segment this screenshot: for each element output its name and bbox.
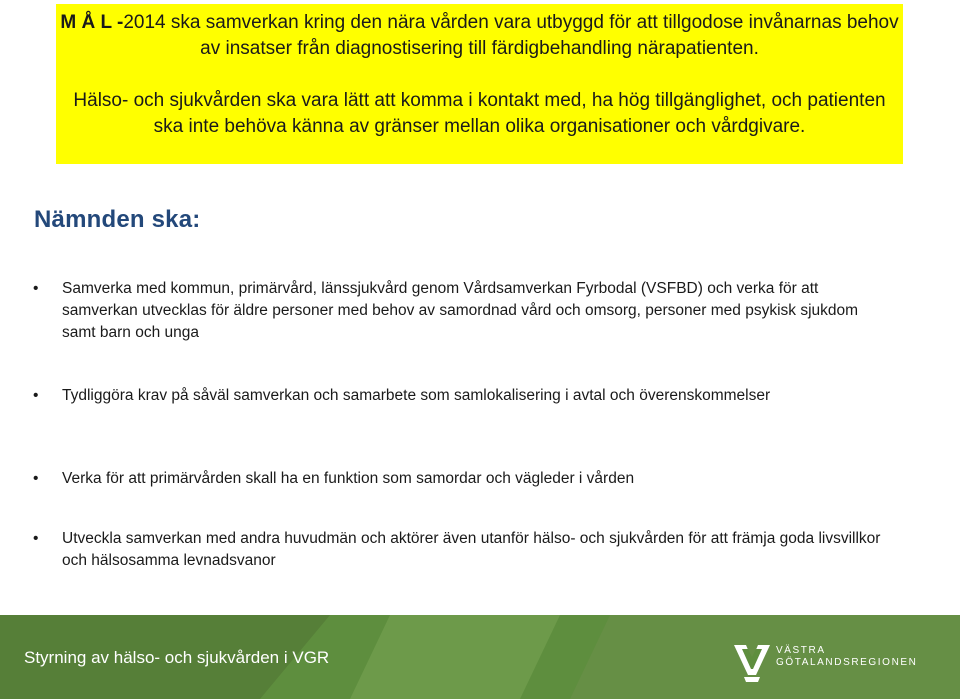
bullet-text: Utveckla samverkan med andra huvudmän och aktörer även utanför hälso- och sjukvården för att främja goda livsvillkor och hälsosamma levnadsvanor xyxy=(62,530,881,569)
goal-statement-line xyxy=(56,10,903,62)
bullet-text: Tydliggöra krav på såväl samverkan och samarbete som samlokalisering i avtal och överenskommelser xyxy=(62,387,771,404)
footer-bar xyxy=(0,615,960,699)
bullet-marker: • xyxy=(33,280,39,297)
vgr-logo xyxy=(732,639,932,687)
bullet-item xyxy=(33,528,892,572)
goal-text: 2014 ska samverkan kring den nära vården vara utbyggd för att tillgodose invånarnas behov av insatser från diagnostisering till färdigbehandling närapatienten. xyxy=(123,12,899,59)
goal-prefix: M Å L - xyxy=(60,12,124,33)
bullet-item xyxy=(33,468,892,490)
logo-line-2: GÖTALANDSREGIONEN xyxy=(776,657,918,668)
bullet-item xyxy=(33,278,892,344)
bullet-text: Samverka med kommun, primärvård, länssjukvård genom Vårdsamverkan Fyrbodal (VSFBD) och verka för att samverkan utvecklas för äldre personer med behov av samordnad vård och omsorg, personer med psykisk sjukdom samt barn och unga xyxy=(62,280,859,341)
vgr-logo-icon xyxy=(732,639,772,683)
goal-statement-box xyxy=(56,4,903,164)
bullet-marker: • xyxy=(33,470,39,487)
bullet-marker: • xyxy=(33,530,39,547)
section-heading: Nämnden ska: xyxy=(34,206,201,233)
goal-paragraph: Hälso- och sjukvården ska vara lätt att komma i kontakt med, ha hög tillgänglighet, och patienten ska inte behöva känna av gränser mellan olika organisationer och vårdgivare. xyxy=(73,90,886,137)
logo-line-1: VÄSTRA xyxy=(776,645,826,656)
footer-title: Styrning av hälso- och sjukvården i VGR xyxy=(24,648,330,667)
bullet-marker: • xyxy=(33,387,39,404)
vgr-logo-text xyxy=(776,645,917,669)
bullet-text: Verka för att primärvården skall ha en funktion som samordar och vägleder i vården xyxy=(62,470,635,487)
bullet-item xyxy=(33,385,892,407)
